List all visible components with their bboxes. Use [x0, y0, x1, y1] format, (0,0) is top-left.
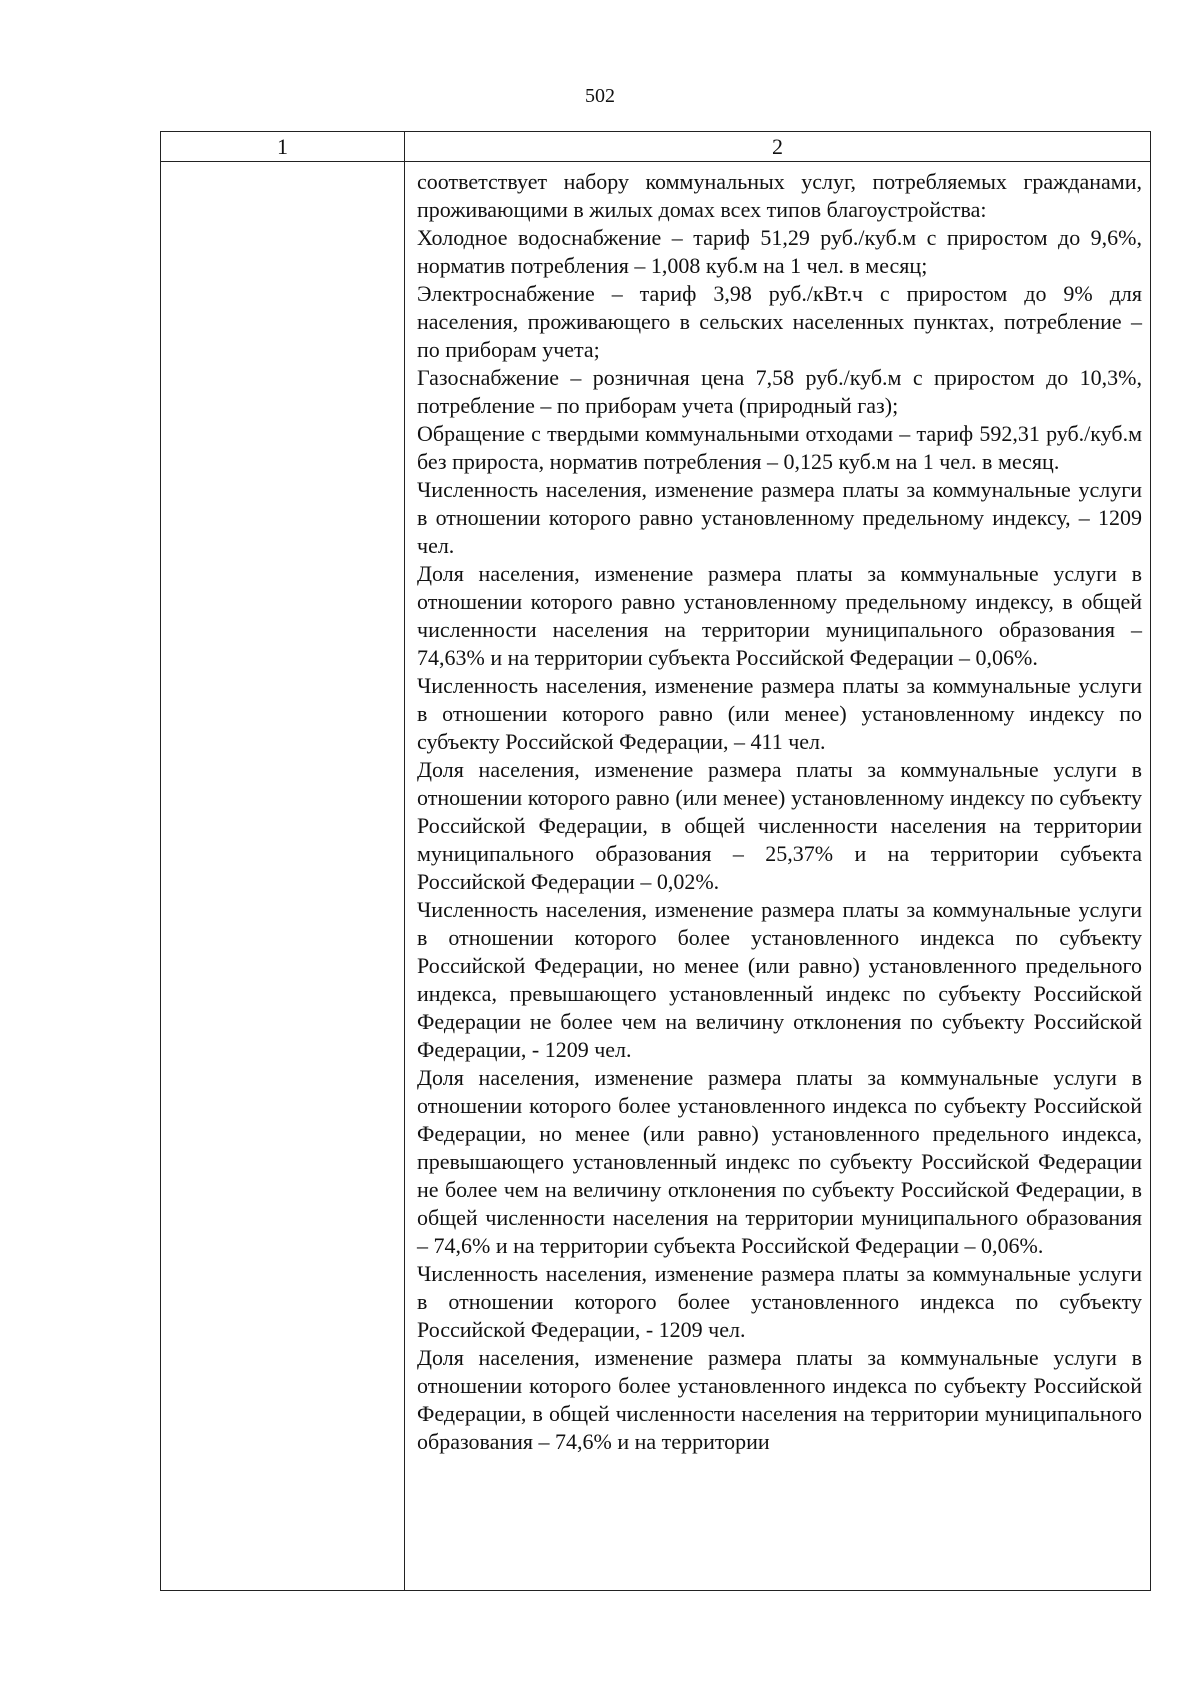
paragraph: Обращение с твердыми коммунальными отходами – тариф 592,31 руб./куб.м без прироста, норматив потребления – 0,125 куб.м на 1 чел. в месяц. — [417, 421, 1142, 474]
column-header-2: 2 — [405, 132, 1151, 162]
paragraph: Численность населения, изменение размера платы за коммунальные услуги в отношении которого равно (или менее) установленному индексу по субъекту Российской Федерации, – 411 чел. — [417, 673, 1142, 754]
paragraph: Доля населения, изменение размера платы за коммунальные услуги в отношении которого равно (или менее) установленному индексу по субъекту Российской Федерации, в общей численности населения на территории муниципального образования – 25,37% и на территории субъекта Российской Федерации – 0,02%. — [417, 757, 1142, 894]
paragraph: Газоснабжение – розничная цена 7,58 руб./куб.м с приростом до 10,3%, потребление – по приборам учета (природный газ); — [417, 365, 1142, 418]
table-row — [161, 162, 1151, 1591]
paragraph: Численность населения, изменение размера платы за коммунальные услуги в отношении которого равно установленному предельному индексу, – 1209 чел. — [417, 477, 1142, 558]
column-1-cell — [161, 162, 405, 1591]
paragraph: Доля населения, изменение размера платы за коммунальные услуги в отношении которого более установленного индекса по субъекту Российской Федерации, но менее (или равно) установленного предельного индекса, превышающего установленный индекс по субъекту Российской Федерации не более чем на величину отклонения по субъекту Российской Федерации, в общей численности населения на территории муниципального образования – 74,6% и на территории субъекта Российской Федерации – 0,06%. — [417, 1065, 1142, 1258]
paragraph: Численность населения, изменение размера платы за коммунальные услуги в отношении которого более установленного индекса по субъекту Российской Федерации, но менее (или равно) установленного предельного индекса, превышающего установленный индекс по субъекту Российской Федерации не более чем на величину отклонения по субъекту Российской Федерации, - 1209 чел. — [417, 897, 1142, 1062]
column-2-cell — [405, 162, 1151, 1591]
document-table — [160, 131, 1151, 1591]
paragraph: Доля населения, изменение размера платы за коммунальные услуги в отношении которого равно установленному предельному индексу, в общей численности населения на территории муниципального образования – 74,63% и на территории субъекта Российской Федерации – 0,06%. — [417, 561, 1142, 670]
paragraph: соответствует набору коммунальных услуг, потребляемых гражданами, проживающими в жилых домах всех типов благоустройства: — [417, 169, 1142, 222]
column-header-1: 1 — [161, 132, 405, 162]
paragraph: Электроснабжение – тариф 3,98 руб./кВт.ч с приростом до 9% для населения, проживающего в сельских населенных пунктах, потребление – по приборам учета; — [417, 281, 1142, 362]
paragraph: Холодное водоснабжение – тариф 51,29 руб./куб.м с приростом до 9,6%, норматив потребления – 1,008 куб.м на 1 чел. в месяц; — [417, 225, 1142, 278]
paragraph: Доля населения, изменение размера платы за коммунальные услуги в отношении которого более установленного индекса по субъекту Российской Федерации, в общей численности населения на территории муниципального образования – 74,6% и на территории — [417, 1345, 1142, 1454]
paragraph: Численность населения, изменение размера платы за коммунальные услуги в отношении которого более установленного индекса по субъекту Российской Федерации, - 1209 чел. — [417, 1261, 1142, 1342]
table-header-row — [161, 132, 1151, 162]
page-number: 502 — [585, 85, 615, 107]
